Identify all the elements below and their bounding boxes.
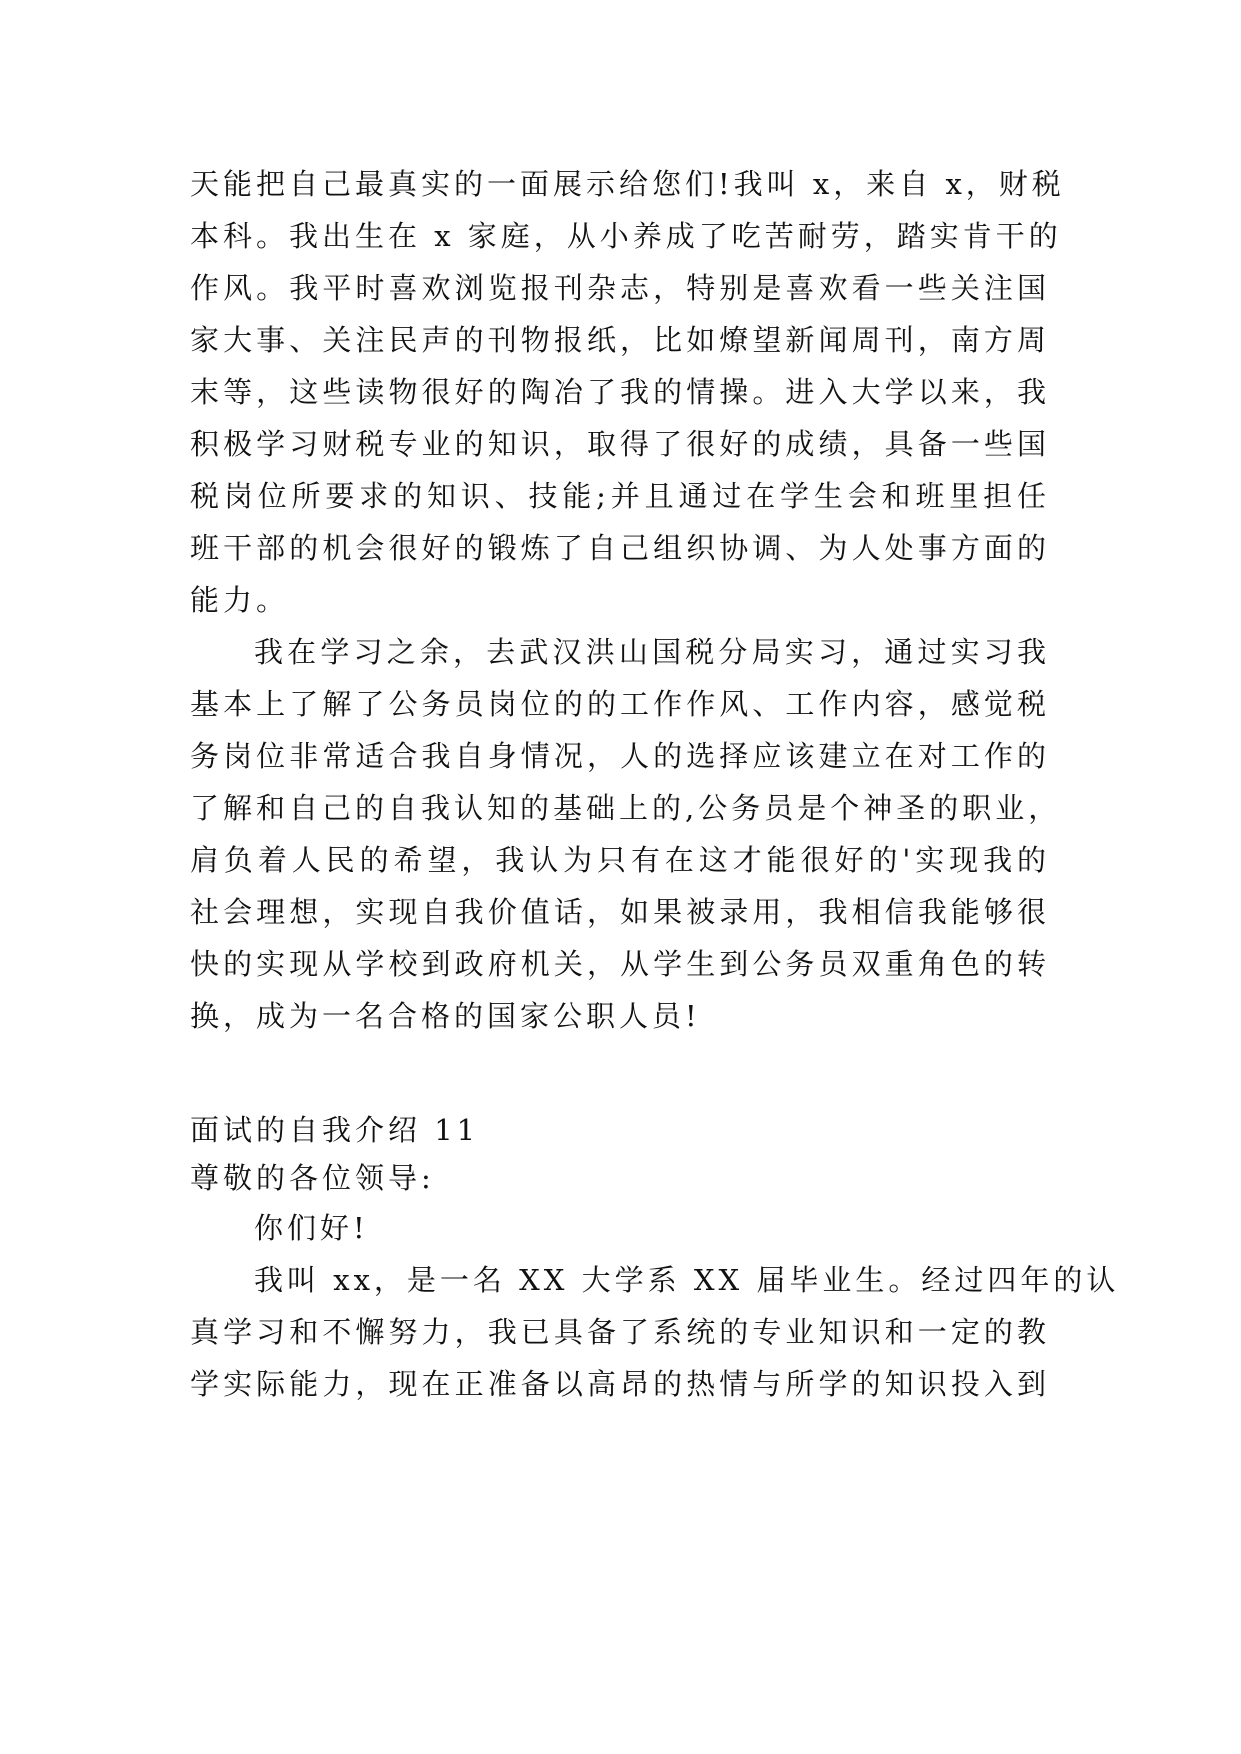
- text-line: 家大事、关注民声的刊物报纸，比如燎望新闻周刊，南方周: [190, 323, 1050, 357]
- text-line: 基本上了解了公务员岗位的的工作作风、工作内容，感觉税: [190, 687, 1050, 721]
- text-line: 作风。我平时喜欢浏览报刊杂志，特别是喜欢看一些关注国: [190, 271, 1050, 305]
- salutation: 尊敬的各位领导:: [190, 1161, 435, 1195]
- text-line: 肩负着人民的希望，我认为只有在这才能很好的'实现我的: [190, 843, 1050, 877]
- text-line: 天能把自己最真实的一面展示给您们!我叫 x，来自 x，财税: [190, 167, 1065, 201]
- section-title: 面试的自我介绍 11: [190, 1113, 480, 1147]
- text-line: 税岗位所要求的知识、技能;并且通过在学生会和班里担任: [190, 479, 1050, 513]
- document-body: [190, 158, 1120, 1410]
- text-line: 务岗位非常适合我自身情况，人的选择应该建立在对工作的: [190, 739, 1050, 773]
- text-line: 积极学习财税专业的知识，取得了很好的成绩，具备一些国: [190, 427, 1050, 461]
- text-line: 真学习和不懈努力，我已具备了系统的专业知识和一定的教: [190, 1315, 1050, 1349]
- text-line: 快的实现从学校到政府机关，从学生到公务员双重角色的转: [190, 947, 1050, 981]
- text-line: 社会理想，实现自我价值话，如果被录用，我相信我能够很: [190, 895, 1050, 929]
- text-line: 学实际能力，现在正准备以高昂的热情与所学的知识投入到: [190, 1367, 1050, 1401]
- greeting: 你们好!: [254, 1211, 369, 1245]
- paragraph-self-intro: [190, 1254, 1120, 1410]
- text-line: 换，成为一名合格的国家公职人员!: [190, 999, 701, 1033]
- text-line: 末等，这些读物很好的陶冶了我的情操。进入大学以来，我: [190, 375, 1050, 409]
- text-line: 本科。我出生在 x 家庭，从小养成了吃苦耐劳，踏实肯干的: [190, 219, 1062, 253]
- text-line: 我在学习之余，去武汉洪山国税分局实习，通过实习我: [254, 635, 1050, 669]
- text-line: 了解和自己的自我认知的基础上的,公务员是个神圣的职业，: [190, 791, 1062, 825]
- text-line: 我叫 xx，是一名 XX 大学系 XX 届毕业生。经过四年的认: [254, 1263, 1120, 1297]
- paragraph-internship: [190, 626, 1062, 1042]
- paragraph-intro-continued: [190, 158, 1065, 626]
- section-spacer: [190, 1042, 1050, 1106]
- text-line: 能力。: [190, 583, 290, 617]
- text-line: 班干部的机会很好的锻炼了自己组织协调、为人处事方面的: [190, 531, 1050, 565]
